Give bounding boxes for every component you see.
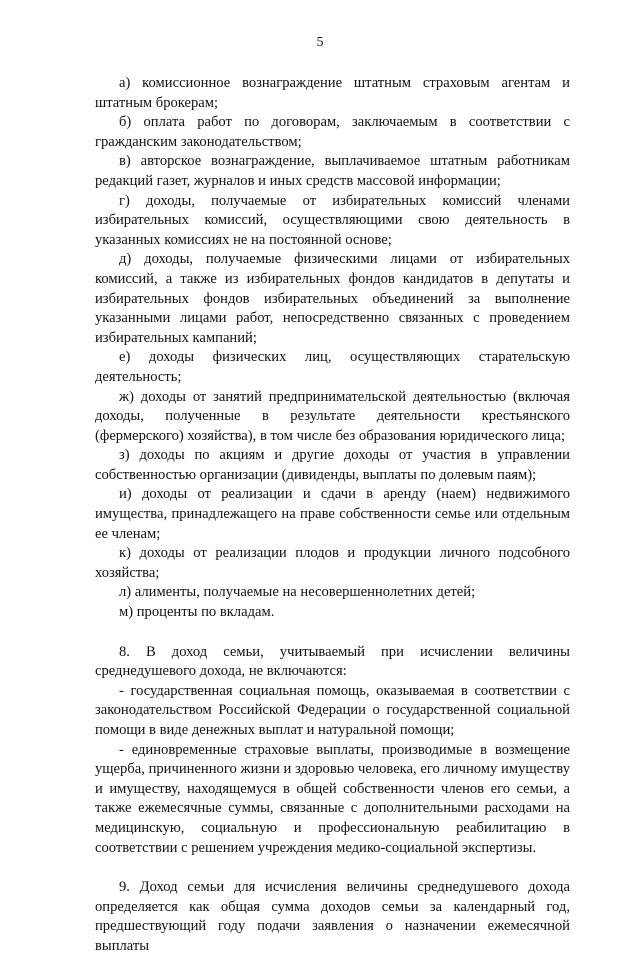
list-item: к) доходы от реализации плодов и продукции личного подсобного хозяйства; bbox=[95, 545, 570, 581]
list-item: ж) доходы от занятий предпринимательской деятельностью (включая доходы, полученные в результате деятельности крестьянского (фермерского) хозяйства), в том числе без образования юридического лица; bbox=[95, 388, 570, 444]
section-8-item: - единовременные страховые выплаты, производимые в возмещение ущерба, причиненного жизни и здоровью человека, его личному имуществу и имуществу, находящемуся в общей собственности членов его семьи, а также ежемесячные суммы, связанные с дополнительными расходами на медицинскую, социальную и профессиональную реабилитацию в соответствии с решением учреждения медико-социальной экспертизы. bbox=[95, 741, 570, 856]
list-item: г) доходы, получаемые от избирательных комиссий членами избирательных комиссий, осуществляющими свою деятельность в указанных комиссиях не на постоянной основе; bbox=[95, 192, 570, 248]
income-list bbox=[95, 74, 570, 623]
page-number: 5 bbox=[316, 35, 324, 50]
section-spacer bbox=[95, 623, 570, 643]
list-item: а) комиссионное вознаграждение штатным страховым агентам и штатным брокерам; bbox=[95, 75, 570, 111]
list-item: м) проценты по вкладам. bbox=[119, 604, 275, 621]
section-9-text: 9. Доход семьи для исчисления величины среднедушевого дохода определяется как общая сумма доходов семьи за календарный год, предшествующий году подачи заявления о назначении ежемесячной выплаты bbox=[95, 879, 570, 954]
list-item: в) авторское вознаграждение, выплачиваемое штатным работникам редакций газет, журналов и иных средств массовой информации; bbox=[95, 153, 570, 189]
list-item: з) доходы по акциям и другие доходы от участия в управлении собственностью организации (дивиденды, выплаты по долевым паям); bbox=[95, 447, 570, 483]
document-body bbox=[95, 74, 570, 957]
list-item: б) оплата работ по договорам, заключаемым в соответствии с гражданским законодательством; bbox=[95, 114, 570, 150]
section-8-intro: 8. В доход семьи, учитываемый при исчислении величины среднедушевого дохода, не включаются: bbox=[95, 643, 570, 680]
section-8 bbox=[95, 643, 570, 859]
section-spacer bbox=[95, 858, 570, 878]
list-item: л) алименты, получаемые на несовершеннолетних детей; bbox=[119, 584, 476, 601]
section-9 bbox=[95, 878, 570, 956]
list-item: е) доходы физических лиц, осуществляющих старательскую деятельность; bbox=[95, 349, 570, 385]
list-item: и) доходы от реализации и сдачи в аренду (наем) недвижимого имущества, принадлежащего на праве собственности семье или отдельным ее членам; bbox=[95, 486, 570, 542]
list-item: д) доходы, получаемые физическими лицами от избирательных комиссий, а также из избирательных фондов кандидатов в депутаты и избирательных фондов избирательных объединений за выполнение указанными лицами работ, непосредственно связанных с проведением избирательных кампаний; bbox=[95, 251, 570, 346]
section-8-item: - государственная социальная помощь, оказываемая в соответствии с законодательством Российской Федерации о государственной социальной помощи в виде денежных выплат и натуральной помощи; bbox=[95, 682, 570, 738]
